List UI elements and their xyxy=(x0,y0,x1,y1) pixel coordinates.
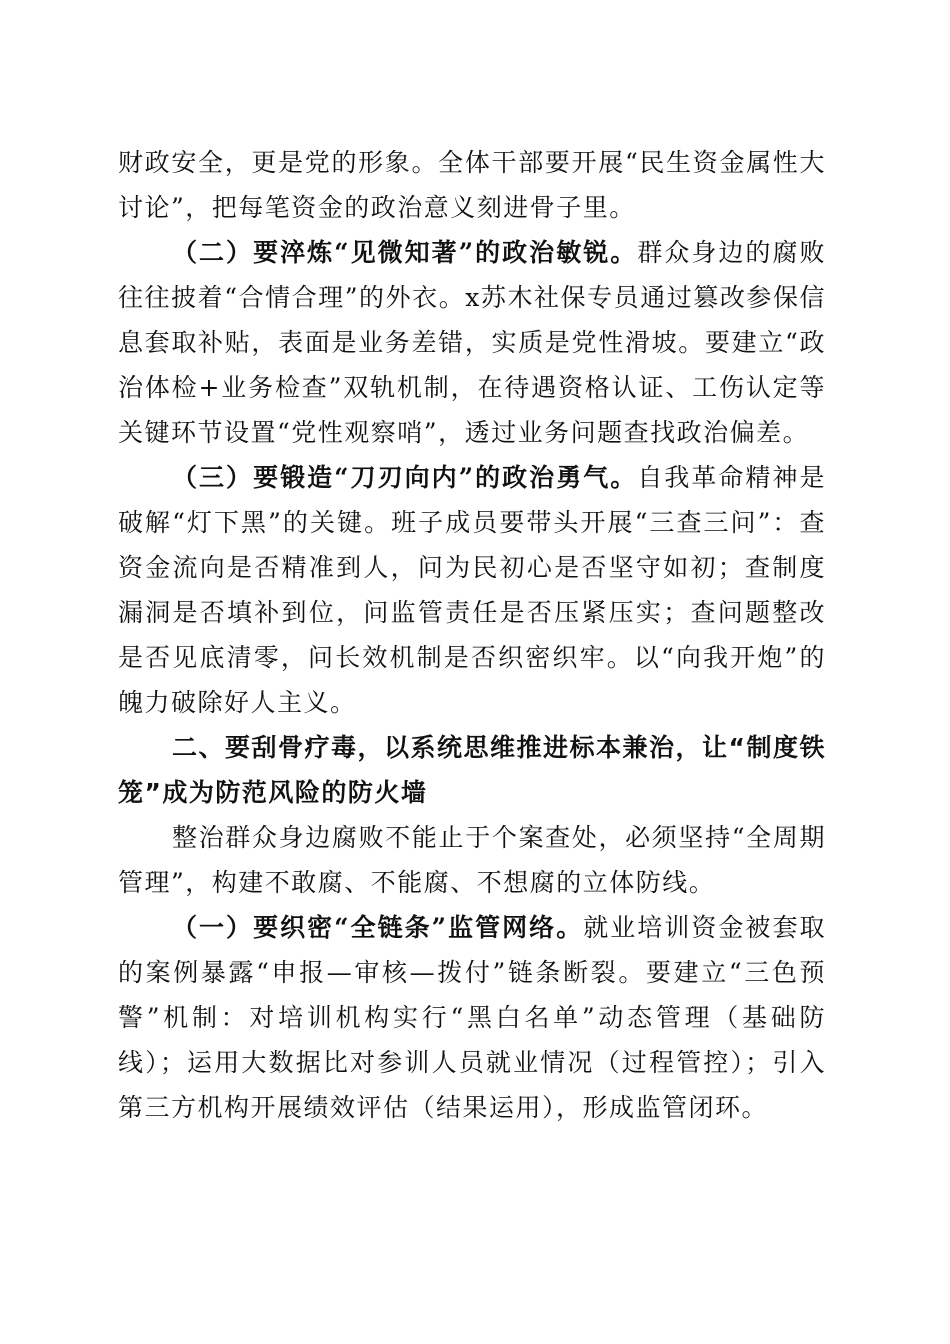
paragraph-supervision-network xyxy=(118,905,826,1130)
paragraph-lead: （一）要织密“全链条”监管网络。 xyxy=(172,913,584,942)
paragraph-text: 就业培训资金被套取的案例暴露“申报—审核—拨付”链条断裂。要建立“三色预警”机制：对培训机构实行“黑白名单”动态管理（基础防线）；运用大数据比对参训人员就业情况（过程管控）；引入第三方机构开展绩效评估（结果运用），形成监管闭环。 xyxy=(118,913,826,1122)
document-body xyxy=(118,140,826,1130)
paragraph-political-courage xyxy=(118,455,826,725)
paragraph-continuation xyxy=(118,140,826,230)
paragraph-section-intro xyxy=(118,815,826,905)
paragraph-political-sensitivity xyxy=(118,230,826,455)
paragraph-text: 整治群众身边腐败不能止于个案查处，必须坚持“全周期管理”，构建不敢腐、不能腐、不想腐的立体防线。 xyxy=(118,823,826,897)
paragraph-text: 群众身边的腐败往往披着“合情合理”的外衣。x苏木社保专员通过篡改参保信息套取补贴，表面是业务差错，实质是党性滑坡。要建立“政治体检+业务检查”双轨机制，在待遇资格认证、工伤认定等关键环节设置“党性观察哨”，透过业务问题查找政治偏差。 xyxy=(118,238,826,447)
paragraph-text: 自我革命精神是破解“灯下黑”的关键。班子成员要带头开展“三查三问”：查资金流向是否精准到人，问为民初心是否坚守如初；查制度漏洞是否填补到位，问监管责任是否压紧压实；查问题整改是否见底清零，问长效机制是否织密织牢。以“向我开炮”的魄力破除好人主义。 xyxy=(118,463,826,717)
section-heading-2: 二、要刮骨疗毒，以系统思维推进标本兼治，让“制度铁笼”成为防范风险的防火墙 xyxy=(118,733,826,807)
paragraph-lead: （三）要锻造“刀刃向内”的政治勇气。 xyxy=(172,463,638,492)
paragraph-lead: （二）要淬炼“见微知著”的政治敏锐。 xyxy=(172,238,638,267)
paragraph-text: 财政安全，更是党的形象。全体干部要开展“民生资金属性大讨论”，把每笔资金的政治意义刻进骨子里。 xyxy=(118,148,826,222)
